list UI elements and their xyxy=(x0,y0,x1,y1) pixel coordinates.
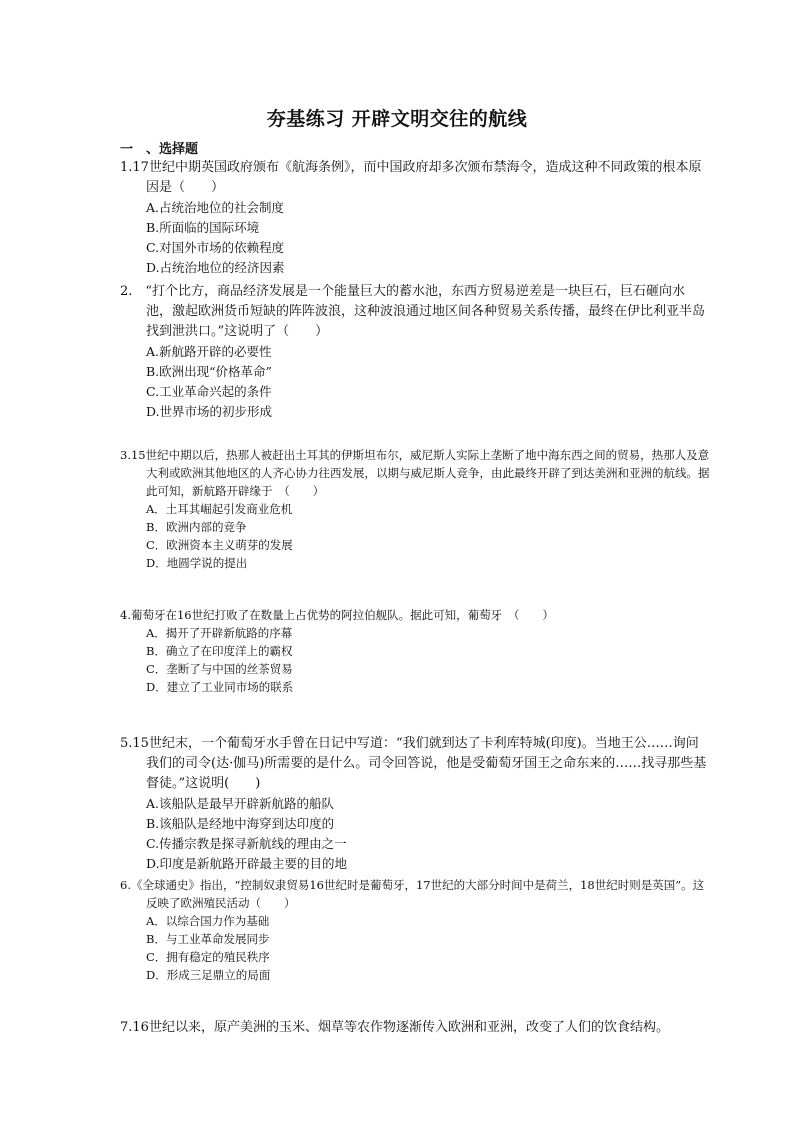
question-4 xyxy=(120,606,710,696)
option-c: C．欧洲资本主义萌芽的发展 xyxy=(146,538,293,552)
options-list xyxy=(120,198,710,278)
question-1 xyxy=(120,158,710,278)
question-stem: 3.15世纪中期以后，热那人被赶出土耳其的伊斯坦布尔，威尼斯人实际上垄断了地中海东西之间的贸易，热那人及意大利或欧洲其他地区的人齐心协力往西发展，以期与威尼斯人竞争，由此最终开辟了到达美洲和亚洲的航线。据此可知，新航路开辟缘于 （ ） xyxy=(120,448,710,498)
question-stem: 6.《全球通史》指出，“控制奴隶贸易16世纪时是葡萄牙，17世纪的大部分时间中是荷兰，18世纪时则是英国”。这反映了欧洲殖民活动（ ） xyxy=(120,878,705,910)
question-stem: 5.15世纪末，一个葡萄牙水手曾在日记中写道：“我们就到达了卡利库特城(印度)。当地王公……询问我们的司令(达·伽马)所需要的是什么。司令回答说，他是受葡萄牙国王之命东来的……找寻那些基督徒。”这说明( ) xyxy=(120,736,707,791)
option-b: B.该船队是经地中海穿到达印度的 xyxy=(146,816,335,831)
options-list xyxy=(120,500,710,572)
question-3 xyxy=(120,446,710,572)
option-d: D.印度是新航路开辟最主要的目的地 xyxy=(146,856,348,871)
option-b: B.欧洲出现“价格革命” xyxy=(146,364,272,379)
option-b: B．欧洲内部的竞争 xyxy=(146,520,247,534)
options-list xyxy=(120,342,710,422)
option-a: A.该船队是最早开辟新航路的船队 xyxy=(146,796,335,811)
option-d: D．地圆学说的提出 xyxy=(146,556,248,570)
question-7 xyxy=(120,1018,710,1038)
question-stem: 2. “打个比方，商品经济发展是一个能量巨大的蓄水池，东西方贸易逆差是一块巨石，巨石砸向水池，激起欧洲货币短缺的阵阵波浪，这种波浪通过地区间各种贸易关系传播，最终在伊比利亚半岛找到泄洪口。”这说明了（ ） xyxy=(120,284,706,339)
option-a: A．以综合国力作为基础 xyxy=(146,914,270,928)
option-b: B.所面临的国际环境 xyxy=(146,220,260,235)
section-heading: 一 、选择题 xyxy=(120,142,199,157)
option-c: C．垄断了与中国的丝茶贸易 xyxy=(146,662,293,676)
question-stem: 1.17世纪中期英国政府颁布《航海条例》，而中国政府却多次颁布禁海令，造成这种不同政策的根本原因是（ ） xyxy=(120,160,702,195)
option-d: D.世界市场的初步形成 xyxy=(146,404,273,419)
question-5 xyxy=(120,734,710,874)
option-b: B．与工业革命发展同步 xyxy=(146,932,270,946)
options-list xyxy=(120,794,710,874)
option-d: D．形成三足鼎立的局面 xyxy=(146,968,271,982)
option-d: D.占统治地位的经济因素 xyxy=(146,260,285,275)
options-list xyxy=(120,912,710,984)
option-b: B．确立了在印度洋上的霸权 xyxy=(146,644,293,658)
question-stem: 7.16世纪以来，原产美洲的玉米、烟草等农作物逐渐传入欧洲和亚洲，改变了人们的饮食结构。 xyxy=(120,1020,669,1035)
option-d: D．建立了工业同市场的联系 xyxy=(146,680,294,694)
option-a: A．土耳其崛起引发商业危机 xyxy=(146,502,293,516)
option-a: A.新航路开辟的必要性 xyxy=(146,344,272,359)
option-c: C．拥有稳定的殖民秩序 xyxy=(146,950,270,964)
page-title: 夯基练习 开辟文明交往的航线 xyxy=(266,108,528,130)
option-c: C.传播宗教是探寻新航线的理由之一 xyxy=(146,836,347,851)
option-c: C.对国外市场的依赖程度 xyxy=(146,240,285,255)
question-stem: 4.葡萄牙在16世纪打败了在数量上占优势的阿拉伯舰队。据此可知，葡萄牙 （ ） xyxy=(120,608,554,622)
option-a: A．揭开了开辟新航路的序幕 xyxy=(146,626,293,640)
option-a: A.占统治地位的社会制度 xyxy=(146,200,285,215)
option-c: C.工业革命兴起的条件 xyxy=(146,384,272,399)
question-6 xyxy=(120,876,710,984)
question-2 xyxy=(120,282,710,422)
options-list xyxy=(120,624,710,696)
